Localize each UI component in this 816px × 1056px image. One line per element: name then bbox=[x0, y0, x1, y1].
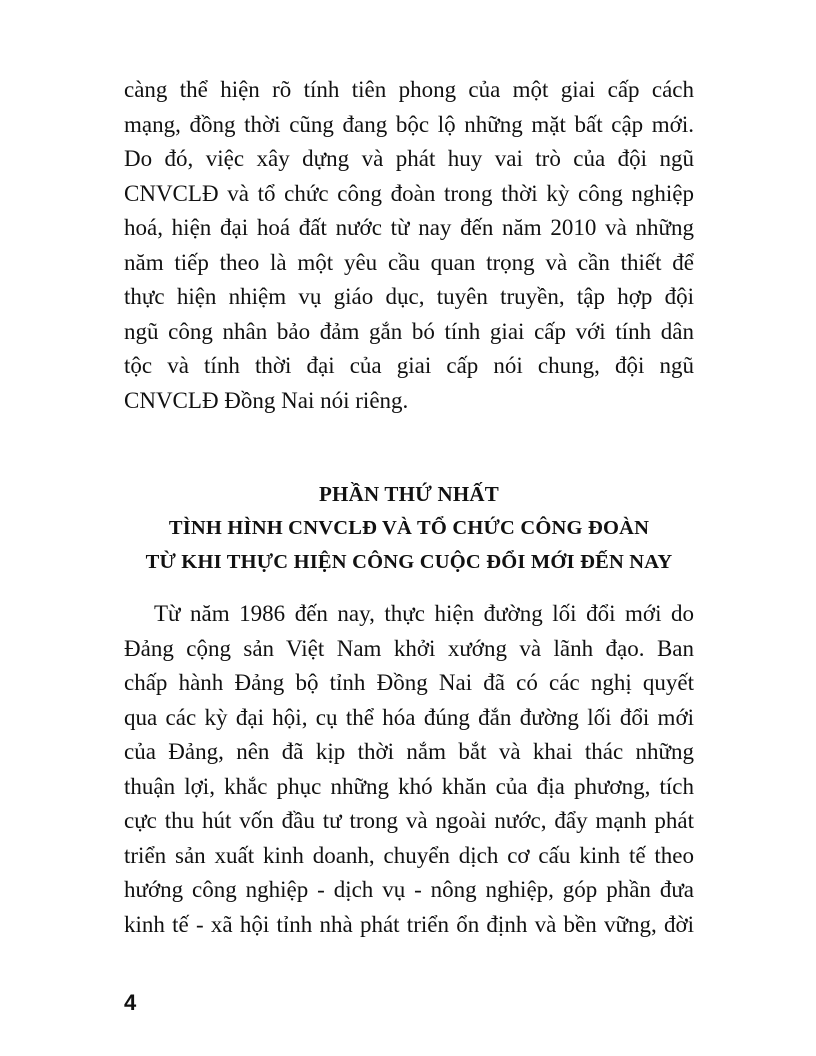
paragraph-line: CNVCLĐ Đồng Nai nói riêng. bbox=[124, 387, 409, 413]
paragraph-line: triển sản xuất kinh doanh, chuyển dịch cơ cấu kinh tế theo bbox=[124, 842, 694, 868]
paragraph-line: kinh tế - xã hội tỉnh nhà phát triển ổn định và bền vững, đời bbox=[124, 911, 694, 937]
section-title-line: TỪ KHI THỰC HIỆN CÔNG CUỘC ĐỔI MỚI ĐẾN NAY bbox=[145, 551, 673, 573]
body-paragraph bbox=[124, 597, 694, 942]
paragraph-line: mạng, đồng thời cũng đang bộc lộ những mặt bất cập mới. bbox=[124, 111, 694, 137]
paragraph-line: CNVCLĐ và tổ chức công đoàn trong thời kỳ công nghiệp bbox=[124, 180, 694, 206]
paragraph-line: càng thể hiện rõ tính tiên phong của một giai cấp cách bbox=[124, 77, 694, 102]
paragraph-line: tộc và tính thời đại của giai cấp nói chung, đội ngũ bbox=[124, 353, 694, 378]
paragraph-line: thuận lợi, khắc phục những khó khăn của địa phương, tích bbox=[124, 773, 694, 799]
paragraph-line: hướng công nghiệp - dịch vụ - nông nghiệp, góp phần đưa bbox=[124, 877, 694, 902]
paragraph-line: chấp hành Đảng bộ tỉnh Đồng Nai đã có các nghị quyết bbox=[124, 670, 694, 695]
paragraph-line: cực thu hút vốn đầu tư trong và ngoài nước, đẩy mạnh phát bbox=[124, 808, 694, 833]
page-number: 4 bbox=[124, 990, 137, 1015]
section-heading bbox=[124, 477, 694, 579]
paragraph-line: Đảng cộng sản Việt Nam khởi xướng và lãnh đạo. Ban bbox=[124, 635, 694, 661]
paragraph-line: Từ năm 1986 đến nay, thực hiện đường lối đổi mới do bbox=[154, 601, 694, 626]
part-title: PHẦN THỨ NHẤT bbox=[319, 482, 499, 506]
paragraph-line: Do đó, việc xây dựng và phát huy vai trò của đội ngũ bbox=[124, 146, 694, 171]
paragraph-line: ngũ công nhân bảo đảm gắn bó tính giai cấp với tính dân bbox=[124, 318, 694, 344]
paragraph-line: năm tiếp theo là một yêu cầu quan trọng và cần thiết để bbox=[124, 249, 694, 275]
paragraph-line: thực hiện nhiệm vụ giáo dục, tuyên truyền, tập hợp đội bbox=[124, 284, 694, 309]
intro-paragraph bbox=[124, 73, 694, 418]
paragraph-line: hoá, hiện đại hoá đất nước từ nay đến năm 2010 và những bbox=[124, 215, 694, 240]
paragraph-line: qua các kỳ đại hội, cụ thể hóa đúng đắn đường lối đổi mới bbox=[124, 704, 694, 730]
section-title-line: TÌNH HÌNH CNVCLĐ VÀ TỔ CHỨC CÔNG ĐOÀN bbox=[168, 517, 650, 539]
paragraph-line: của Đảng, nên đã kịp thời nắm bắt và khai thác những bbox=[124, 739, 694, 764]
